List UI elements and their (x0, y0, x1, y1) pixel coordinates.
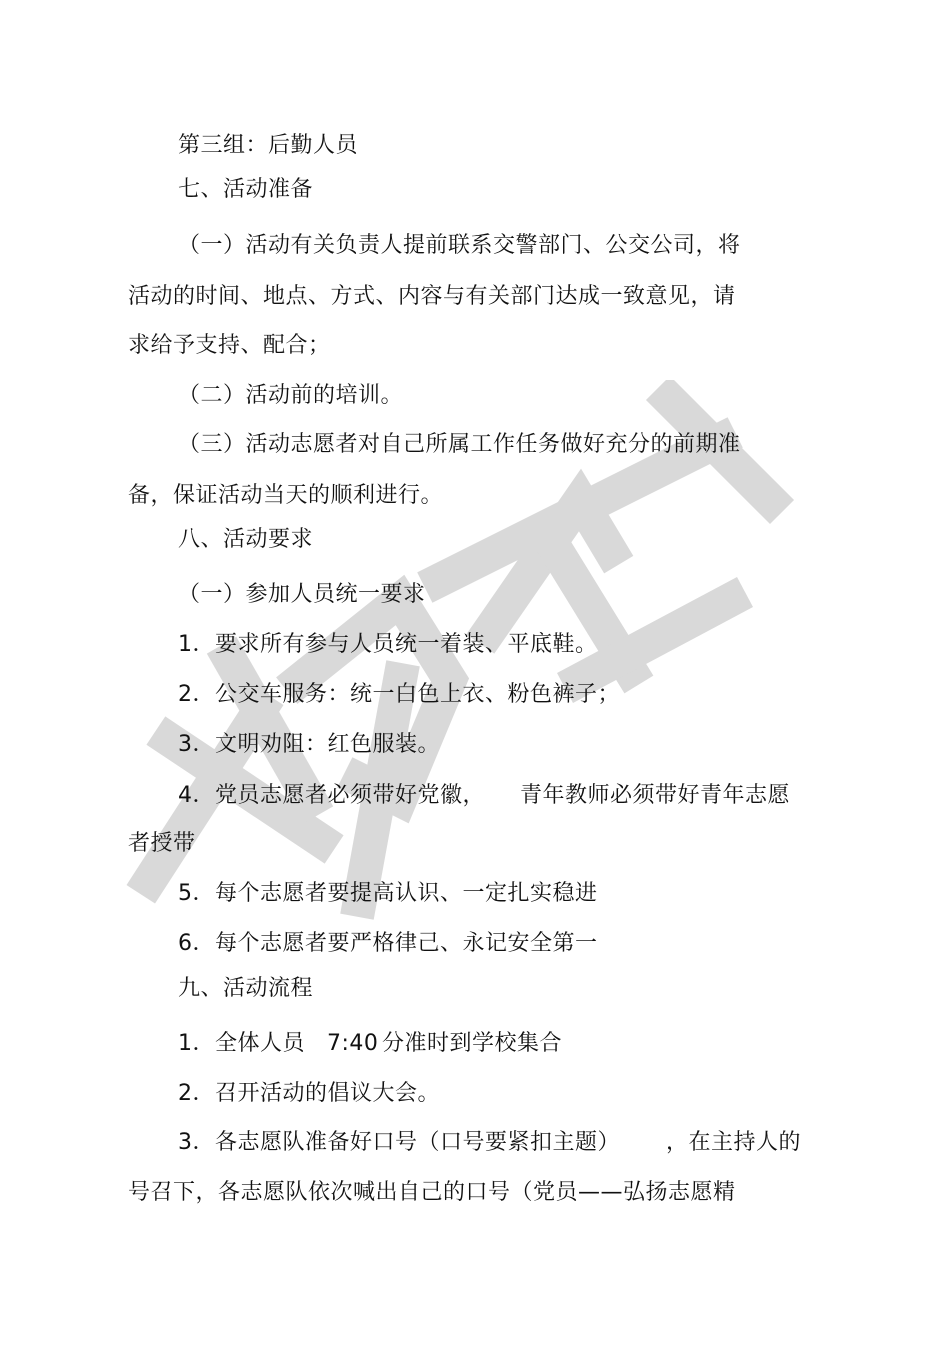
list-item-8-4-part2: 青年教师必须带好青年志愿 (520, 783, 791, 808)
list-item-8-2: 2．公交车服务：统一白色上衣、粉色裤子； (178, 682, 620, 707)
paragraph-7-1-line3: 求给予支持、配合； (128, 333, 331, 358)
watermark-logo (110, 380, 810, 940)
paragraph-7-3-line2: 备，保证活动当天的顺利进行。 (128, 483, 444, 508)
heading-section-7: 七、活动准备 (178, 177, 314, 202)
list-item-8-3: 3．文明劝阻：红色服装。 (178, 732, 440, 757)
list-item-9-3-part2: ，在主持人的 (666, 1130, 802, 1155)
paragraph-7-1-line2: 活动的时间、地点、方式、内容与有关部门达成一致意见，请 (128, 284, 736, 309)
line-group3: 第三组：后勤人员 (178, 133, 359, 158)
list-item-9-2: 2．召开活动的倡议大会。 (178, 1081, 440, 1106)
list-item-9-1-time: 7:40 (327, 1031, 379, 1056)
paragraph-7-3-line1: （三）活动志愿者对自己所属工作任务做好充分的前期准 (178, 432, 741, 457)
list-item-8-1: 1．要求所有参与人员统一着装、平底鞋。 (178, 632, 598, 657)
list-item-8-4-part1: 4．党员志愿者必须带好党徽， (178, 783, 485, 808)
paragraph-7-1-line1: （一）活动有关负责人提前联系交警部门、公交公司，将 (178, 233, 741, 258)
list-item-9-1-part2: 分准时到学校集合 (382, 1031, 563, 1056)
paragraph-7-2: （二）活动前的培训。 (178, 383, 404, 408)
paragraph-8-1: （一）参加人员统一要求 (178, 582, 426, 607)
list-item-8-4-line2: 者授带 (128, 831, 196, 856)
heading-section-9: 九、活动流程 (178, 976, 314, 1001)
list-item-8-5: 5．每个志愿者要提高认识、一定扎实稳进 (178, 881, 598, 906)
list-item-8-6: 6．每个志愿者要严格律己、永记安全第一 (178, 931, 598, 956)
list-item-9-3-part1: 3．各志愿队准备好口号（口号要紧扣主题） (178, 1130, 620, 1155)
heading-section-8: 八、活动要求 (178, 527, 314, 552)
list-item-9-3-line2: 号召下，各志愿队依次喊出自己的口号（党员——弘扬志愿精 (128, 1180, 736, 1205)
list-item-9-1-part1: 1．全体人员 (178, 1031, 305, 1056)
